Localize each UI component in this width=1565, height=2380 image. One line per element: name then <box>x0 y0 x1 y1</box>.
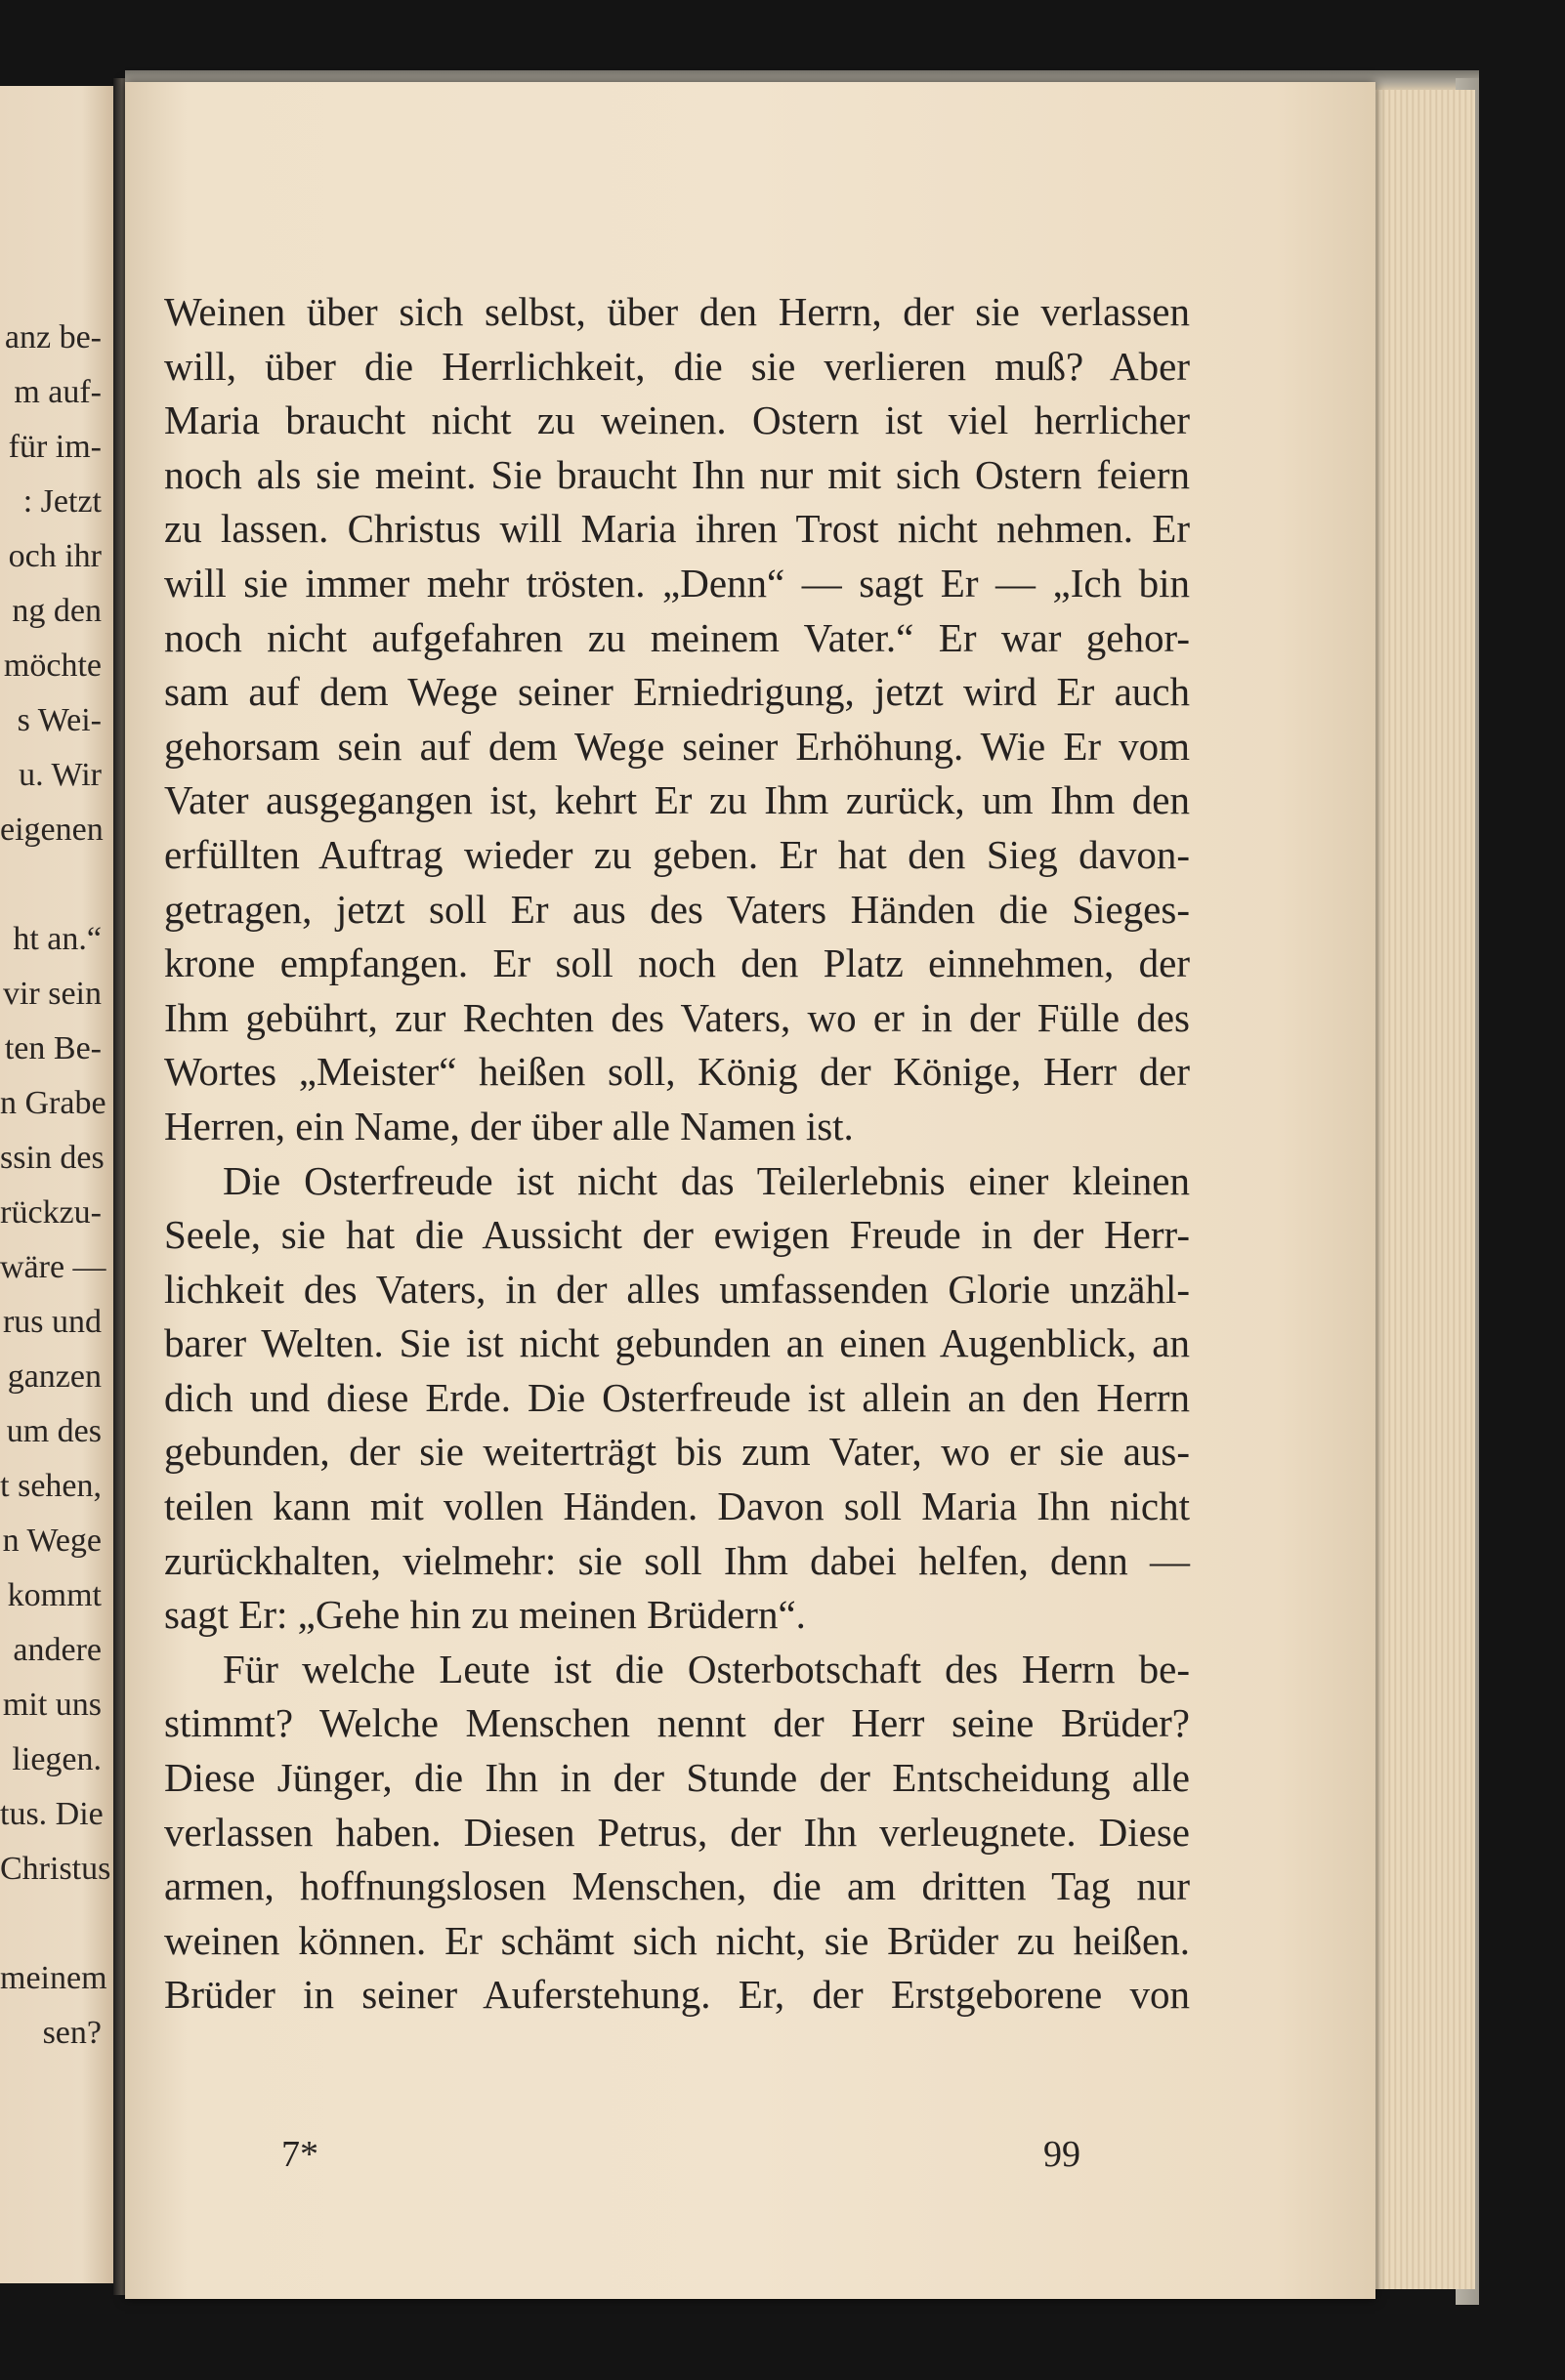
text-line: will sie immer mehr trösten. „Denn“ — sagt Er — „Ich bin <box>164 560 1190 605</box>
text-line: Herren, ein Name, der über alle Namen ist. <box>164 1103 854 1148</box>
previous-page-line: t sehen, <box>0 1468 102 1504</box>
previous-page-line: eigenen <box>0 812 104 848</box>
previous-page-line: kommt <box>7 1577 102 1613</box>
previous-page <box>0 86 117 2283</box>
signature-mark: 7* <box>281 2134 318 2175</box>
text-line: Ihm gebührt, zur Rechten des Vaters, wo er in der Fülle des <box>164 994 1190 1040</box>
previous-page-line: für im- <box>8 429 102 465</box>
text-line: teilen kann mit vollen Händen. Davon soll Maria Ihn nicht <box>164 1483 1190 1529</box>
text-line: noch als sie meint. Sie braucht Ihn nur mit sich Ostern feiern <box>164 451 1190 497</box>
previous-page-line: ssin des <box>0 1140 105 1176</box>
text-line: lichkeit des Vaters, in der alles umfassenden Glorie unzähl- <box>164 1266 1190 1312</box>
text-line: Diese Jünger, die Ihn in der Stunde der Entscheidung alle <box>164 1755 1190 1801</box>
previous-page-line: möchte <box>3 647 102 684</box>
text-line: zurückhalten, vielmehr: sie soll Ihm dabei helfen, denn — <box>164 1537 1190 1583</box>
text-line: Brüder in seiner Auferstehung. Er, der Erstgeborene von <box>164 1972 1190 2018</box>
page-block-edge <box>1368 90 1475 2289</box>
text-line: gehorsam sein auf dem Wege seiner Erhöhung. Wie Er vom <box>164 723 1190 769</box>
text-line: Seele, sie hat die Aussicht der ewigen Freude in der Herr- <box>164 1212 1190 1258</box>
text-line: gebunden, der sie weiterträgt bis zum Vater, wo er sie aus- <box>164 1429 1190 1475</box>
previous-page-line: ganzen <box>7 1358 102 1395</box>
paragraph <box>164 1643 1190 2023</box>
previous-page-line: um des <box>6 1413 102 1449</box>
previous-page-line: u. Wir <box>19 757 102 793</box>
previous-page-line <box>0 1897 115 1951</box>
paragraph <box>164 1154 1190 1643</box>
previous-page-line: ng den <box>12 593 102 629</box>
previous-page-line: sen? <box>42 2015 102 2051</box>
paragraph <box>164 285 1190 1154</box>
text-line: armen, hoffnungslosen Menschen, die am dritten Tag nur <box>164 1863 1190 1909</box>
text-line: erfüllten Auftrag wieder zu geben. Er hat den Sieg davon- <box>164 831 1190 877</box>
previous-page-line: rückzu- <box>0 1194 102 1231</box>
page-number: 99 <box>1043 2134 1080 2175</box>
body-text <box>164 285 1190 2023</box>
text-line: krone empfangen. Er soll noch den Platz einnehmen, der <box>164 940 1190 986</box>
previous-page-line: ht an.“ <box>13 921 102 957</box>
text-line: zu lassen. Christus will Maria ihren Trost nicht nehmen. Er <box>164 506 1190 552</box>
previous-page-line: och ihr <box>8 538 102 574</box>
previous-page-line: tus. Die <box>0 1796 104 1832</box>
text-line: Wortes „Meister“ heißen soll, König der Könige, Herr der <box>164 1049 1190 1095</box>
previous-page-line: s Wei- <box>17 702 102 738</box>
text-line: sam auf dem Wege seiner Erniedrigung, jetzt wird Er auch <box>164 669 1190 715</box>
previous-page-line: andere <box>13 1632 102 1668</box>
text-line: getragen, jetzt soll Er aus des Vaters Händen die Sieges- <box>164 886 1190 932</box>
previous-page-line: n Grabe <box>0 1085 106 1121</box>
text-line: stimmt? Welche Menschen nennt der Herr seine Brüder? <box>164 1700 1190 1746</box>
text-line: barer Welten. Sie ist nicht gebunden an einen Augenblick, an <box>164 1320 1190 1366</box>
page-footer <box>125 2133 1375 2182</box>
text-line: weinen können. Er schämt sich nicht, sie Brüder zu heißen. <box>164 1917 1190 1963</box>
text-line: Vater ausgegangen ist, kehrt Er zu Ihm zurück, um Ihm den <box>164 777 1190 823</box>
text-line: noch nicht aufgefahren zu meinem Vater.“ Er war gehor- <box>164 614 1190 660</box>
previous-page-line: rus und <box>2 1304 102 1340</box>
previous-page-line: wäre — <box>0 1249 106 1285</box>
previous-page-line: anz be- <box>4 319 102 355</box>
text-line: Die Osterfreude ist nicht das Teilerlebnis einer kleinen <box>223 1157 1190 1203</box>
previous-page-line: n Wege <box>2 1523 102 1559</box>
text-line: Für welche Leute ist die Osterbotschaft des Herrn be- <box>223 1646 1190 1691</box>
text-line: sagt Er: „Gehe hin zu meinen Brüdern“. <box>164 1592 806 1638</box>
previous-page-line: mit uns <box>2 1687 102 1723</box>
text-line: verlassen haben. Diesen Petrus, der Ihn verleugnete. Diese <box>164 1809 1190 1855</box>
previous-page-line: meinem <box>0 1960 107 1996</box>
previous-page-line: m auf- <box>14 374 102 410</box>
text-line: Maria braucht nicht zu weinen. Ostern ist viel herrlicher <box>164 397 1190 443</box>
previous-page-text <box>0 311 115 2061</box>
previous-page-line: Christus <box>0 1851 111 1887</box>
previous-page-line: : Jetzt <box>22 483 102 520</box>
previous-page-line: ten Be- <box>4 1030 102 1066</box>
previous-page-line <box>0 857 115 912</box>
previous-page-line: liegen. <box>12 1741 102 1777</box>
text-line: Weinen über sich selbst, über den Herrn, der sie verlassen <box>164 289 1190 334</box>
text-line: will, über die Herrlichkeit, die sie verlieren muß? Aber <box>164 343 1190 389</box>
previous-page-line: vir sein <box>2 976 102 1012</box>
text-line: dich und diese Erde. Die Osterfreude ist allein an den Herrn <box>164 1374 1190 1420</box>
